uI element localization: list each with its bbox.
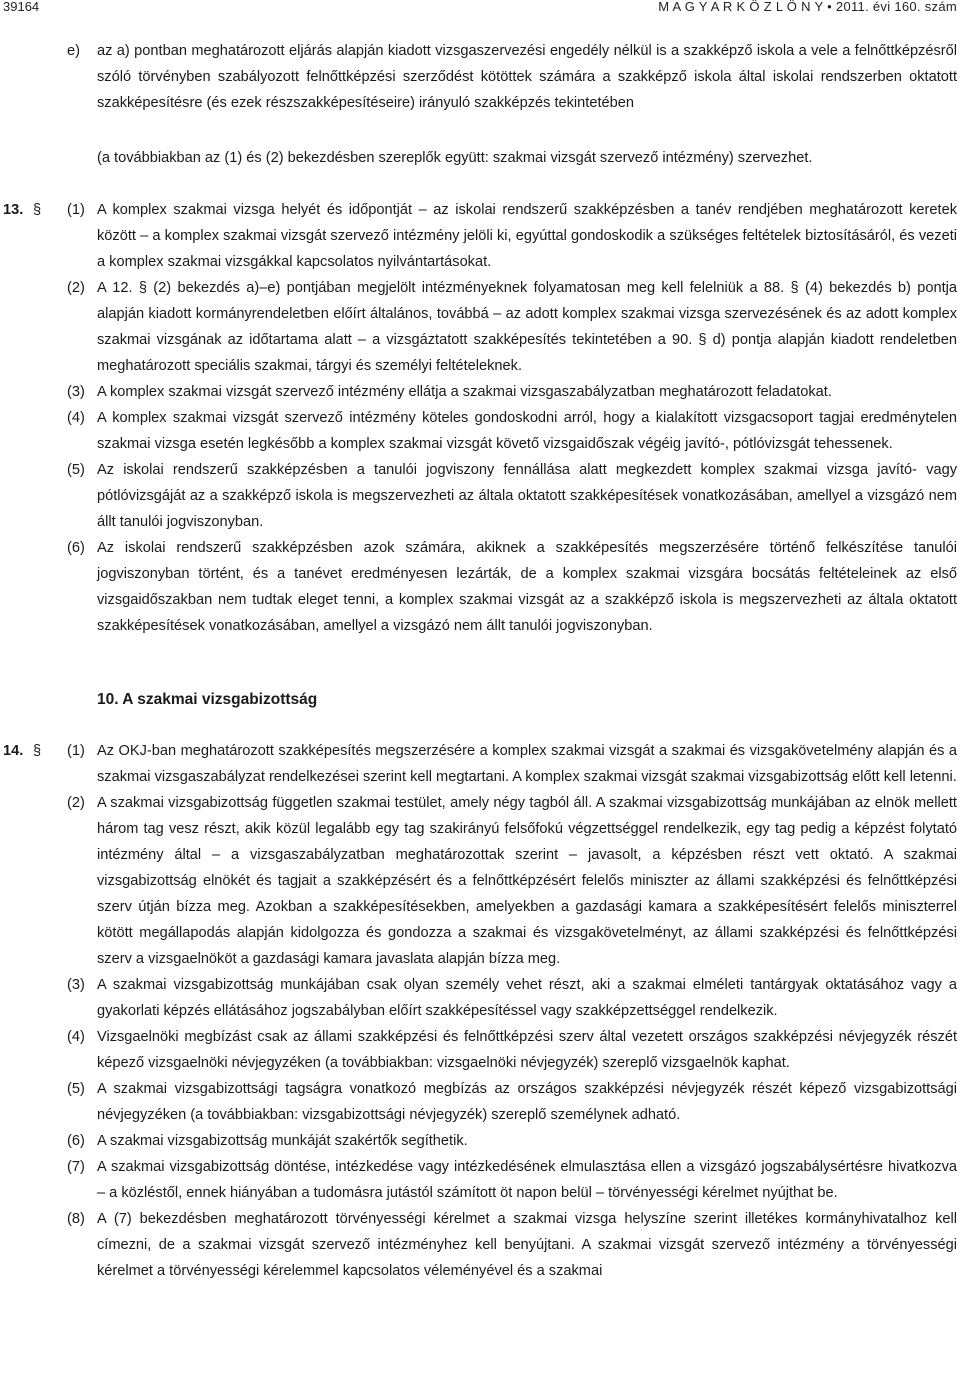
paragraph-text: Az iskolai rendszerű szakképzésben azok számára, akiknek a szakképesítés megszerzésére történő felkészítése tanulói jogviszonyban történt, és a tanévet eredményesen lezárták, de a komplex szakmai vizsgára bocsátás feltételeinek az első vizsgaidőszakban nem tudtak eleget tenni, a komplex szakmai vizsgát az a szakképző iskola is megszervezheti az általa oktatott szakképesítések vonatkozásában, amellyel a vizsgázó nem állt tanulói jogviszonyban.: [97, 540, 957, 634]
section-13: [0, 197, 960, 639]
paragraph-text: Vizsgaelnöki megbízást csak az állami szakképzési és felnőttképzési szerv által vezetett országos szakképzési névjegyzék részét képező vizsgaelnöki névjegyzéken (a továbbiakban: vizsgaelnöki névjegyzék) szereplő vizsgaelnök kaphat.: [97, 1029, 957, 1071]
paragraph-number: (2): [67, 795, 85, 811]
paragraph-text: A komplex szakmai vizsgát szervező intézmény ellátja a szakmai vizsgaszabályzatban meghatározott feladatokat.: [97, 384, 832, 400]
paragraph: [67, 1154, 957, 1206]
paragraph-text: A szakmai vizsgabizottsági tagságra vonatkozó megbízás az országos szakképzési névjegyzék részét képező vizsgabizottsági névjegyzéken (a továbbiakban: vizsgabizottsági névjegyzék) szereplő személynek adható.: [97, 1081, 957, 1123]
paragraph: [67, 972, 957, 1024]
chapter-title: 10. A szakmai vizsgabizottság: [97, 691, 318, 708]
paragraph-number: (4): [67, 410, 85, 426]
paragraph-number: (5): [67, 462, 85, 478]
paragraph-number: (1): [67, 202, 85, 218]
section-number: 13.: [3, 202, 24, 218]
section-sign: §: [33, 743, 42, 759]
paragraph-number: (3): [67, 977, 85, 993]
list-item-e: [67, 38, 957, 116]
closing-text: (a továbbiakban az (1) és (2) bekezdésben szereplők együtt: szakmai vizsgát szervező intézmény) szervezhet.: [97, 150, 813, 166]
list-item-closing: [97, 145, 957, 171]
paragraph-number: (5): [67, 1081, 85, 1097]
paragraph-number: (7): [67, 1159, 85, 1175]
list-item-text: az a) pontban meghatározott eljárás alapján kiadott vizsgaszervezési engedély nélkül is a szakképző iskola a vele a felnőttképzésről szóló törvényben szabályozott felnőttképzési szerződést kötöttek számára a szakképző iskola által iskolai rendszerben oktatott szakképesítésre (és ezek részszakképesítéseire) irányuló szakképzés tekintetében: [97, 43, 957, 111]
paragraph: [67, 197, 957, 275]
paragraph: [67, 1206, 957, 1284]
paragraph-list: [0, 197, 960, 639]
paragraph-number: (3): [67, 384, 85, 400]
paragraph-text: Az OKJ-ban meghatározott szakképesítés megszerzésére a komplex szakmai vizsgát a szakmai és vizsgakövetelmény alapján és a szakmai vizsgaszabályzat rendelkezései szerint kell megtartani. A komplex szakmai vizsgát szakmai vizsgabizottság előtt kell letenni.: [97, 743, 957, 785]
paragraph-text: A komplex szakmai vizsgát szervező intézmény köteles gondoskodni arról, hogy a kialakított vizsgacsoport tagjai eredménytelen szakmai vizsga esetén legkésőbb a komplex szakmai vizsgát követő vizsgaidőszak végéig javító-, pótlóvizsgát tehessenek.: [97, 410, 957, 452]
paragraph-number: (2): [67, 280, 85, 296]
page-header: [0, 0, 960, 14]
paragraph: [67, 379, 957, 405]
section-number: 14.: [3, 743, 24, 759]
page-number: 39164: [3, 0, 40, 14]
paragraph-text: A komplex szakmai vizsga helyét és időpontját – az iskolai rendszerű szakképzésben a tanév rendjében meghatározott keretek között – a komplex szakmai vizsgát szervező intézmény jelöli ki, egyúttal gondoskodik a szükséges feltételek biztosításáról, és vezeti a komplex szakmai vizsgákkal kapcsolatos nyilvántartásokat.: [97, 202, 957, 270]
paragraph-number: (6): [67, 540, 85, 556]
paragraph-number: (1): [67, 743, 85, 759]
paragraph: [67, 405, 957, 457]
section-14: [0, 738, 960, 1284]
paragraph-text: A szakmai vizsgabizottság döntése, intézkedése vagy intézkedésének elmulasztása ellen a vizsgázó jogszabálysértésre hivatkozva – a közléstől, ennek hiányában a tudomásra jutástól számított öt napon belül – törvényességi kérelmet nyújthat be.: [97, 1159, 957, 1201]
paragraph: [67, 1128, 957, 1154]
paragraph-text: A 12. § (2) bekezdés a)–e) pontjában megjelölt intézményeknek folyamatosan meg kell felelniük a 88. § (4) bekezdés b) pontja alapján kiadott kormányrendeletben előírt általános, továbbá – az adott komplex szakmai vizsga szervezésének és az adott komplex szakmai vizsgának az időtartama alatt – a vizsgáztatott szakképesítés tekintetében a 90. § d) pontja alapján kiadott rendeletben meghatározott speciális szakmai, tárgyi és személyi feltételeknek.: [97, 280, 957, 374]
paragraph-text: A (7) bekezdésben meghatározott törvényességi kérelmet a szakmai vizsga helyszíne szerint illetékes kormányhivatalhoz kell címezni, de a szakmai vizsgát szervező intézményhez kell benyújtani. A szakmai vizsgát szervező intézmény a törvényességi kérelmet a törvényességi kérelemmel kapcsolatos véleményével és a szakmai: [97, 1211, 957, 1279]
paragraph: [67, 790, 957, 972]
paragraph-text: A szakmai vizsgabizottság munkájában csak olyan személy vehet részt, aki a szakmai elméleti tantárgyak oktatásához vagy a gyakorlati képzés ellátásához jogszabályban előírt szakképesítéssel vagy szakképzettséggel rendelkezik.: [97, 977, 957, 1019]
paragraph: [67, 1024, 957, 1076]
paragraph-number: (8): [67, 1211, 85, 1227]
paragraph-text: A szakmai vizsgabizottság munkáját szakértők segíthetik.: [97, 1133, 468, 1149]
paragraph-text: A szakmai vizsgabizottság független szakmai testület, amely négy tagból áll. A szakmai vizsgabizottság munkájában az elnök mellett három tag vesz részt, akik közül legalább egy tag szakirányú felsőfokú végzettséggel rendelkezik, egy tag pedig a képzést folytató intézmény által – a vizsgaszabályzatban meghatározottak szerint – javasolt, a képzésben részt vett oktató. A szakmai vizsgabizottság elnökét és tagjait a szakképzésért és a felnőttképzésért felelős miniszter az állami szakképzési és felnőttképzési szerv útján bízza meg. Azokban a szakképesítésekben, amelyekben a gazdasági kamara a szakképesítésért felelős miniszterrel kötött megállapodás alapján kidolgozza és gondozza a szakmai és vizsgakövetelményt, az állami szakképzési és felnőttképzési szerv a vizsgaelnököt a gazdasági kamara javaslata alapján bízza meg.: [97, 795, 957, 967]
paragraph: [67, 275, 957, 379]
list-item-mark: e): [67, 43, 80, 59]
paragraph: [67, 457, 957, 535]
paragraph-text: Az iskolai rendszerű szakképzésben a tanulói jogviszony fennállása alatt megkezdett komplex szakmai vizsga javító- vagy pótlóvizsgáját az a szakképző iskola is megszervezheti az általa oktatott szakképesítések vonatkozásában, amellyel a vizsgázó nem állt tanulói jogviszonyban.: [97, 462, 957, 530]
paragraph-number: (6): [67, 1133, 85, 1149]
paragraph: [67, 535, 957, 639]
section-sign: §: [33, 202, 42, 218]
journal-title: M A G Y A R K Ö Z L Ö N Y • 2011. évi 160. szám: [658, 0, 957, 14]
paragraph: [67, 738, 957, 790]
paragraph-list: [0, 738, 960, 1284]
paragraph: [67, 1076, 957, 1128]
paragraph-number: (4): [67, 1029, 85, 1045]
